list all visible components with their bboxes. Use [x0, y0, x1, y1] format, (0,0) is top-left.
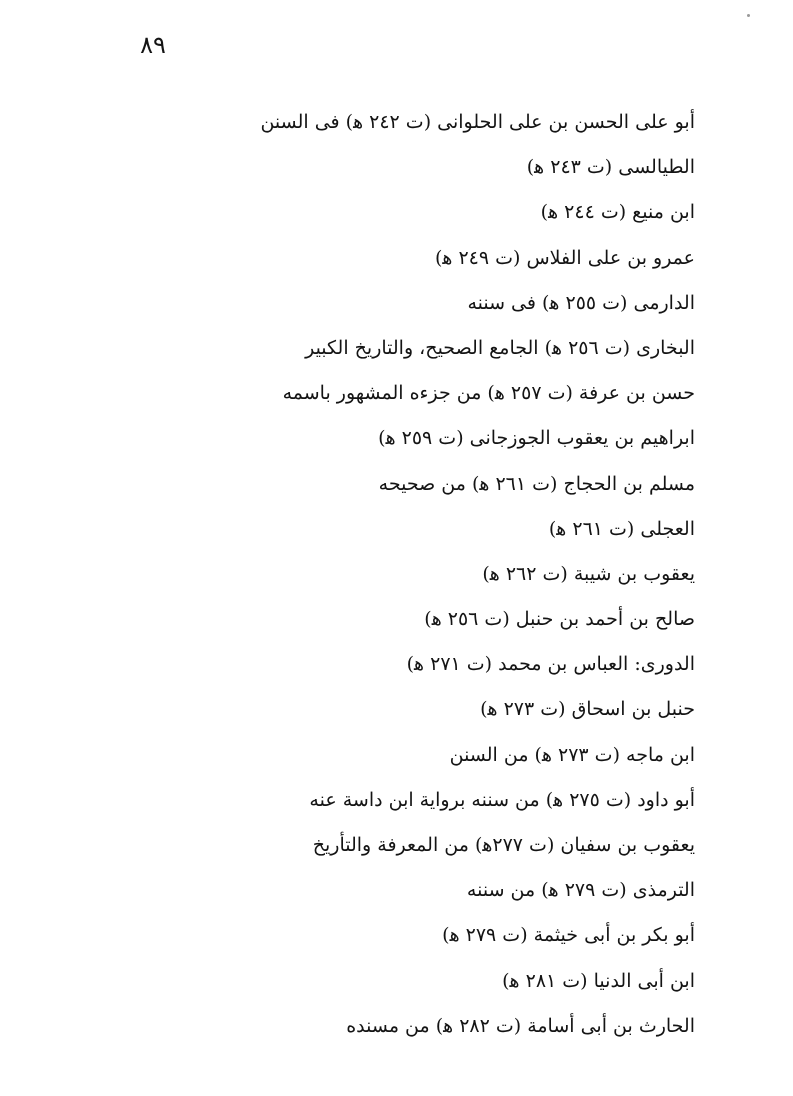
- list-item: صالح بن أحمد بن حنبل (ت ٢٥٦ ﻫ): [424, 608, 695, 631]
- scan-speck: [747, 14, 750, 17]
- list-item: الترمذى (ت ٢٧٩ ﻫ) من سننه: [466, 879, 695, 902]
- list-item: يعقوب بن شيبة (ت ٢٦٢ ﻫ): [482, 562, 695, 585]
- list-item: عمرو بن على الفلاس (ت ٢٤٩ ﻫ): [434, 246, 695, 269]
- list-item: ابن ماجه (ت ٢٧٣ ﻫ) من السنن: [449, 743, 695, 766]
- list-item: البخارى (ت ٢٥٦ ﻫ) الجامع الصحيح، والتاريخ الكبير: [305, 336, 695, 359]
- list-item: العجلى (ت ٢٦١ ﻫ): [548, 517, 695, 540]
- list-item: حسن بن عرفة (ت ٢٥٧ ﻫ) من جزءه المشهور باسمه: [282, 382, 695, 405]
- narrator-list: [255, 100, 695, 1049]
- list-item: أبو داود (ت ٢٧٥ ﻫ) من سننه برواية ابن داسة عنه: [309, 788, 695, 811]
- list-item: أبو على الحسن بن على الحلوانى (ت ٢٤٢ ﻫ) فى السنن: [260, 111, 695, 133]
- list-item: أبو بكر بن أبى خيثمة (ت ٢٧٩ ﻫ): [442, 924, 695, 947]
- list-item: الدورى: العباس بن محمد (ت ٢٧١ ﻫ): [406, 653, 695, 676]
- list-item: الطيالسى (ت ٢٤٣ ﻫ): [526, 156, 695, 179]
- list-item: الدارمى (ت ٢٥٥ ﻫ) فى سننه: [467, 291, 695, 314]
- list-item: ابراهيم بن يعقوب الجوزجانى (ت ٢٥٩ ﻫ): [378, 427, 695, 450]
- list-item: ابن أبى الدنيا (ت ٢٨١ ﻫ): [502, 969, 695, 992]
- list-item: ابن منيع (ت ٢٤٤ ﻫ): [540, 201, 695, 224]
- list-item: مسلم بن الحجاج (ت ٢٦١ ﻫ) من صحيحه: [378, 472, 695, 495]
- list-item: يعقوب بن سفيان (ت ٢٧٧ﻫ) من المعرفة والتأريخ: [312, 834, 695, 856]
- page-number: ٨٩: [140, 31, 166, 59]
- list-item: الحارث بن أبى أسامة (ت ٢٨٢ ﻫ) من مسنده: [346, 1014, 695, 1037]
- list-item: حنبل بن اسحاق (ت ٢٧٣ ﻫ): [480, 698, 695, 721]
